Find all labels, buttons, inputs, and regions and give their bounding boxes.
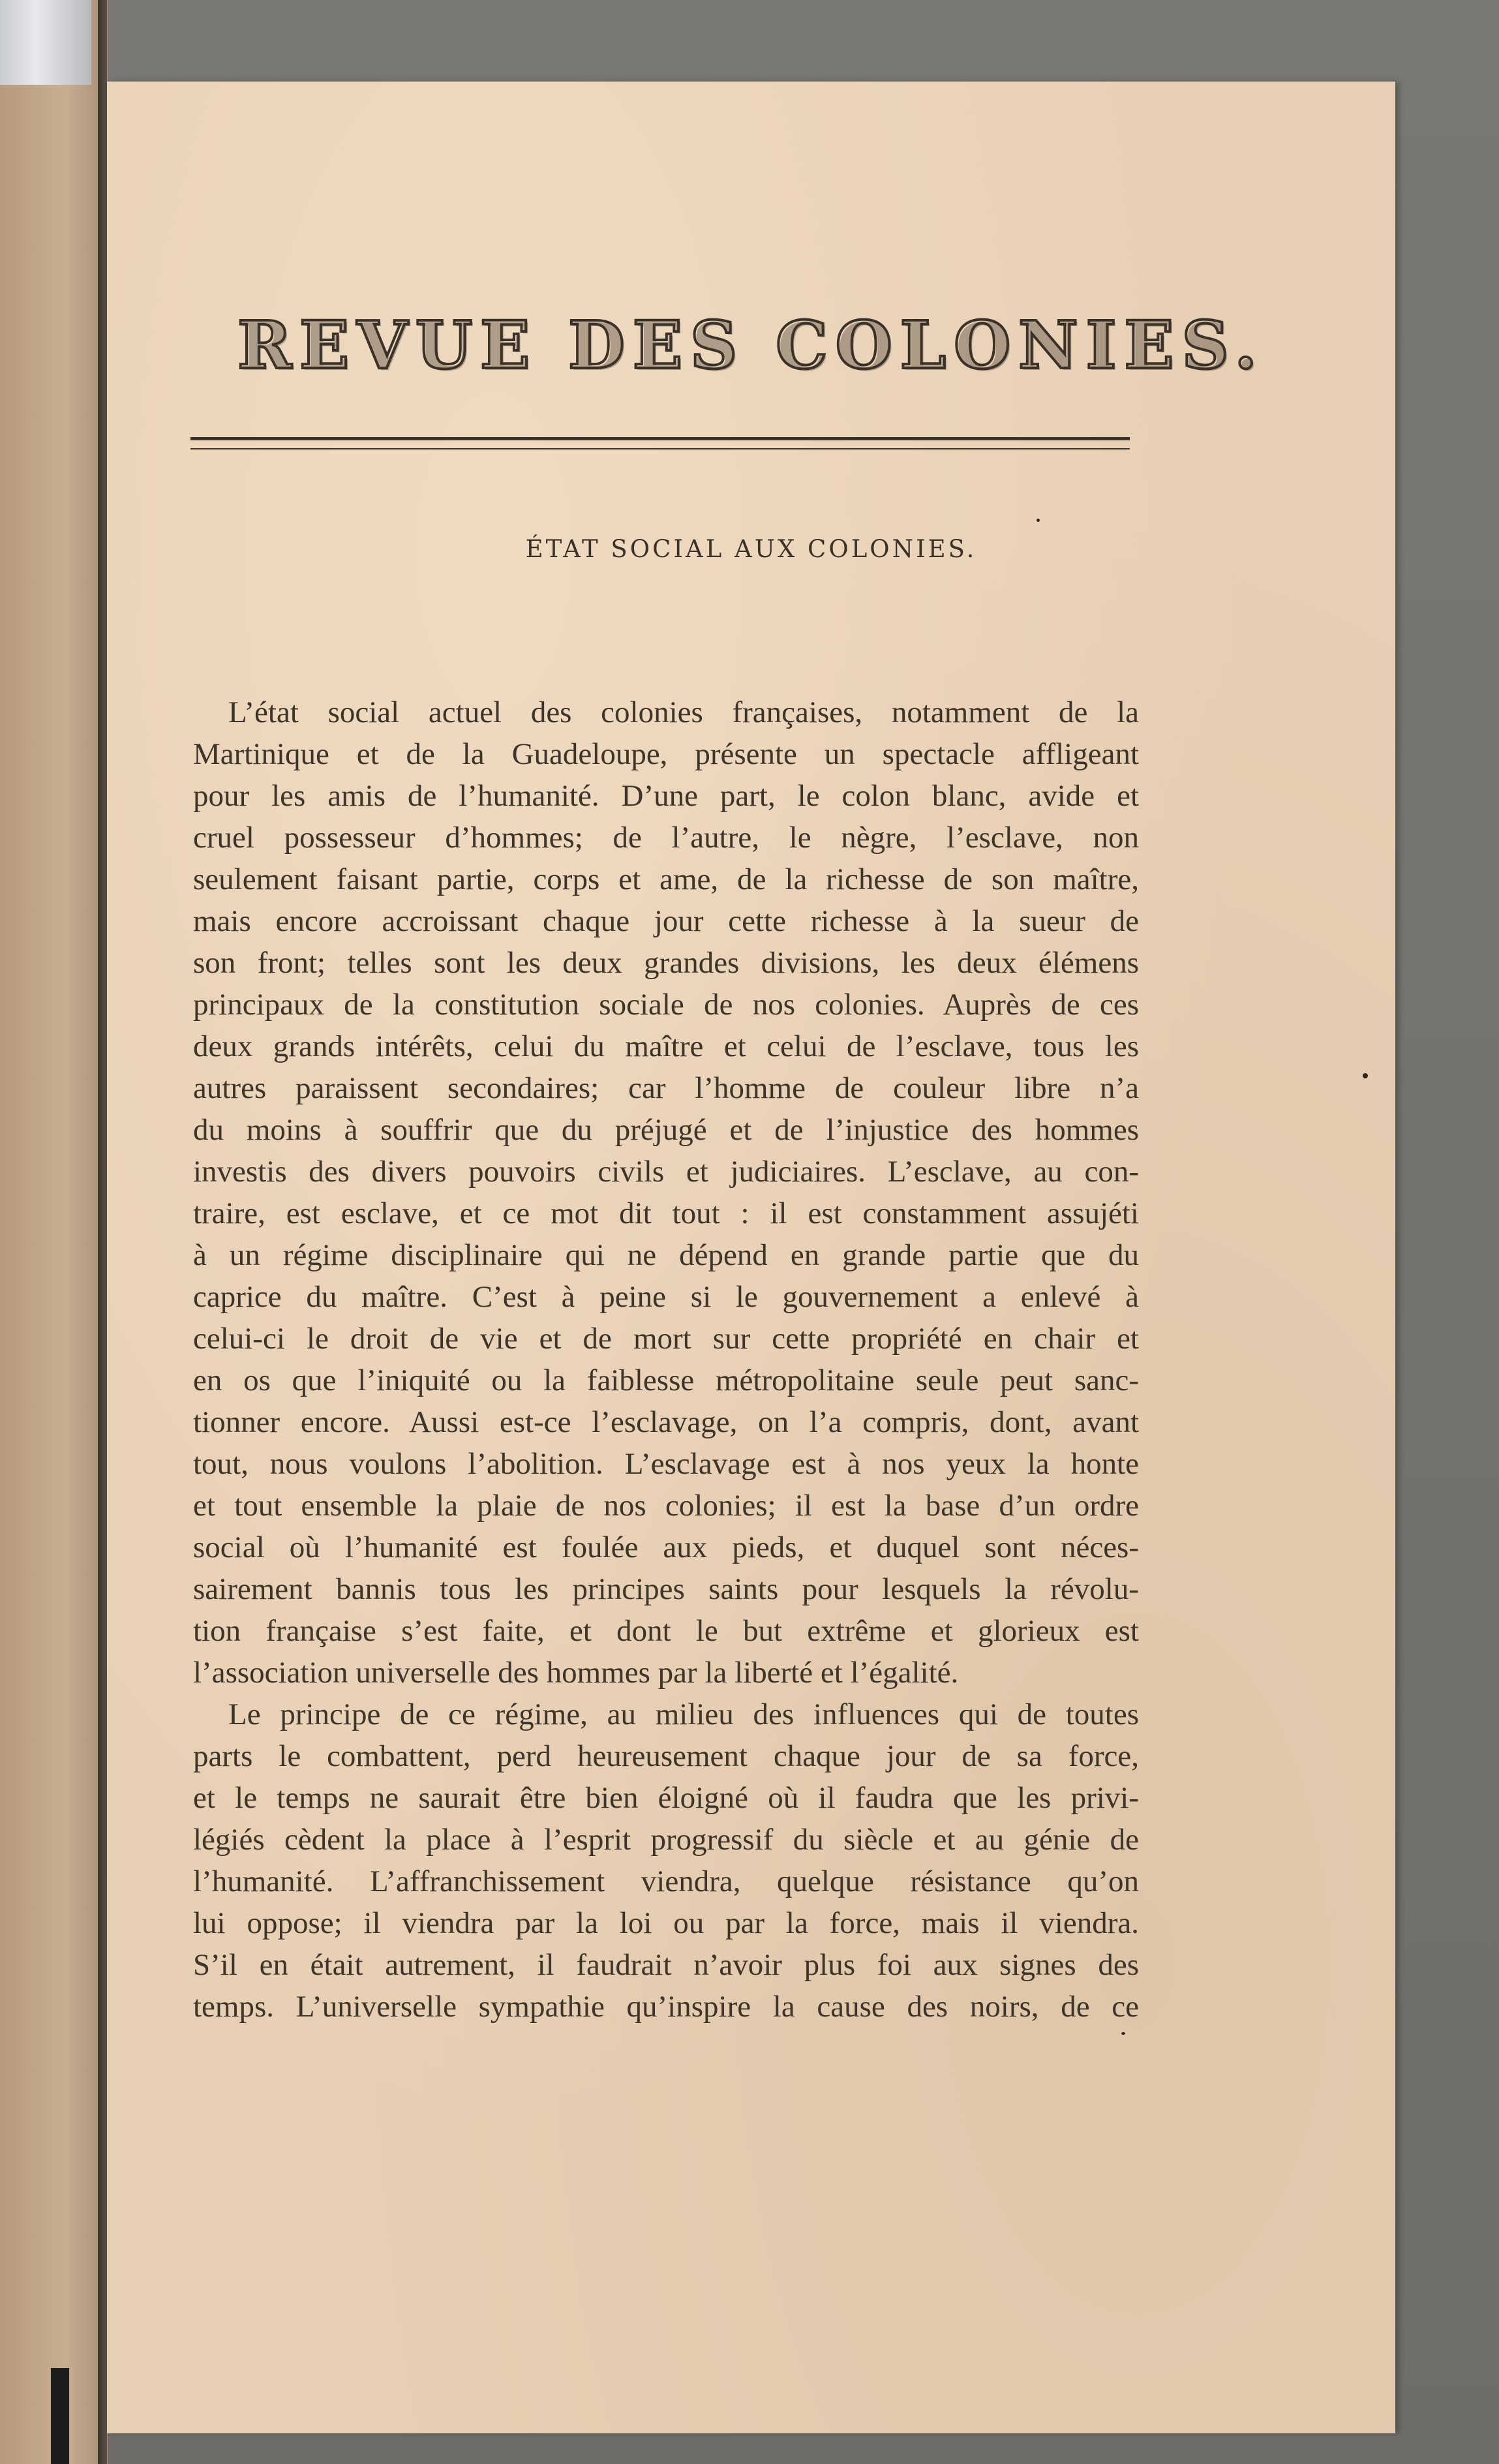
ribbon-marker xyxy=(51,2368,69,2464)
text-line: caprice du maître. C’est à peine si le gouvernement a enlevé à xyxy=(193,1280,1139,1314)
ink-speck xyxy=(1121,2032,1125,2035)
book-spine-shadow xyxy=(98,0,107,2464)
text-line: parts le combattent, perd heureusement chaque jour de sa force, xyxy=(193,1739,1139,1773)
text-line: tout, nous voulons l’abolition. L’esclavage est à nos yeux la honte xyxy=(193,1447,1139,1481)
text-line: tionner encore. Aussi est-ce l’esclavage, on l’a compris, dont, avant xyxy=(193,1405,1139,1439)
text-line: social où l’humanité est foulée aux pieds, et duquel sont néces- xyxy=(193,1530,1139,1564)
text-line: du moins à souffrir que du préjugé et de l’injustice des hommes xyxy=(193,1113,1139,1147)
text-line: et tout ensemble la plaie de nos colonies; il est la base d’un ordre xyxy=(193,1489,1139,1523)
text-line: pour les amis de l’humanité. D’une part, le colon blanc, avide et xyxy=(193,779,1139,813)
text-line: l’association universelle des hommes par la liberté et l’égalité. xyxy=(193,1656,959,1690)
text-line: L’état social actuel des colonies françaises, notamment de la xyxy=(228,695,1139,729)
text-line: celui-ci le droit de vie et de mort sur cette propriété en chair et xyxy=(193,1322,1139,1356)
text-line: seulement faisant partie, corps et ame, de la richesse de son maître, xyxy=(193,862,1139,896)
text-line: investis des divers pouvoirs civils et judiciaires. L’esclave, au con- xyxy=(193,1155,1139,1189)
text-line: Le principe de ce régime, au milieu des influences qui de toutes xyxy=(228,1697,1139,1731)
section-title: ÉTAT SOCIAL AUX COLONIES. xyxy=(525,535,977,563)
masthead-rule-thick xyxy=(190,437,1130,440)
text-line: traire, est esclave, et ce mot dit tout : il est constamment assujéti xyxy=(193,1196,1139,1230)
previous-page-edge xyxy=(0,0,108,2464)
text-line: l’humanité. L’affranchissement viendra, quelque résistance qu’on xyxy=(193,1864,1139,1898)
text-line: son front; telles sont les deux grandes divisions, les deux élémens xyxy=(193,946,1139,980)
ink-speck xyxy=(1363,1073,1368,1078)
text-line: et le temps ne saurait être bien éloigné où il faudra que les privi- xyxy=(193,1781,1139,1815)
text-line: à un régime disciplinaire qui ne dépend en grande partie que du xyxy=(193,1238,1139,1272)
text-line: sairement bannis tous les principes saints pour lesquels la révolu- xyxy=(193,1572,1139,1606)
masthead-rule-thin xyxy=(190,448,1130,449)
text-line: autres paraissent secondaires; car l’homme de couleur libre n’a xyxy=(193,1071,1139,1105)
text-line: mais encore accroissant chaque jour cette richesse à la sueur de xyxy=(193,904,1139,938)
text-line: tion française s’est faite, et dont le but extrême et glorieux est xyxy=(193,1614,1139,1648)
text-line: principaux de la constitution sociale de nos colonies. Auprès de ces xyxy=(193,988,1139,1022)
text-line: temps. L’universelle sympathie qu’inspire la cause des noirs, de ce xyxy=(193,1990,1139,2024)
text-line: légiés cèdent la place à l’esprit progressif du siècle et au génie de xyxy=(193,1823,1139,1857)
masthead-title: REVUE DES COLONIES. xyxy=(237,307,1265,384)
binding-edge xyxy=(0,0,91,85)
book-page xyxy=(107,82,1395,2433)
text-line: cruel possesseur d’hommes; de l’autre, le nègre, l’esclave, non xyxy=(193,821,1139,855)
text-line: S’il en était autrement, il faudrait n’avoir plus foi aux signes des xyxy=(193,1948,1139,1982)
text-line: en os que l’iniquité ou la faiblesse métropolitaine seule peut sanc- xyxy=(193,1363,1139,1397)
text-line: deux grands intérêts, celui du maître et celui de l’esclave, tous les xyxy=(193,1029,1139,1063)
text-line: Martinique et de la Guadeloupe, présente un spectacle affligeant xyxy=(193,737,1139,771)
text-line: lui oppose; il viendra par la loi ou par la force, mais il viendra. xyxy=(193,1906,1139,1940)
ink-speck xyxy=(1037,519,1040,522)
